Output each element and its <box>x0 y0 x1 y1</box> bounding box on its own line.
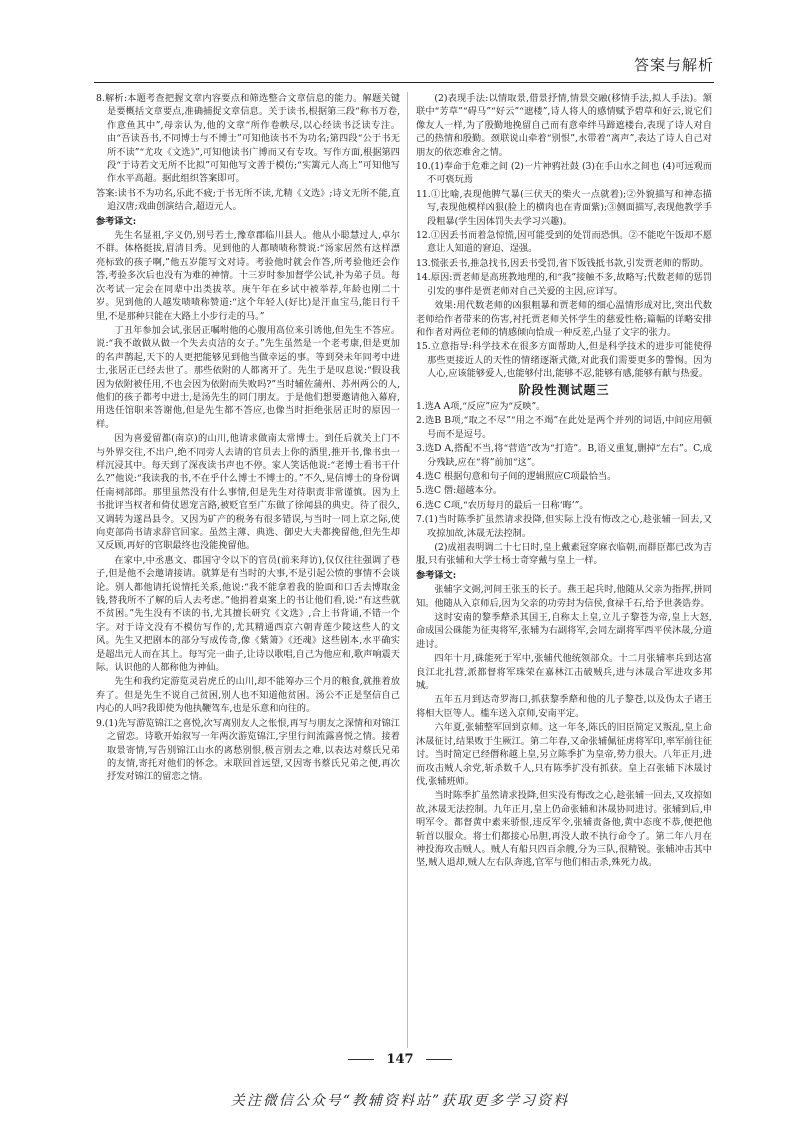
text-paragraph: 这时安南的黎季犛杀其国王,自称太上皇,立儿子黎苍为帝,皇上大怒,命成国公硃能为征夷将军,张辅为右副将军,会同左副将军西平侯沐晟,分道进讨。 <box>416 612 712 650</box>
text-paragraph: 12.①因丢书而着急惊慌,因可能受到的处罚而恐惧。②不能吃午饭却不愿意让人知道的窘迫、逞强。 <box>416 230 712 255</box>
text-paragraph: 五年五月到达奇罗海口,抓获黎季犛和他的儿子黎苍,以及伪太子诸王将相大臣等人。槛车送入京师,安南平定。 <box>416 694 712 719</box>
header-rule <box>94 82 714 83</box>
dash-left <box>348 1059 374 1060</box>
text-paragraph: 因为喜爱留都(南京)的山川,他请求做南太常博士。到任后就关上门不与外界交往,不出户,绝不同旁人去请的官员去上你的酒里,推开书,像书虫一样沉浸其中。每天到了深夜读书声也不停。家人笑话他说:“老博士看书干什么?”他说:“我读我的书,不在乎什么博士不博士的。”不久,晃信博士的身份调任南祠部郎。那里虽然没有什么事情,但是先生对待职责非常谨慎。因为上书批评当权者和倚仗恩宠言路,被贬官至广东做了徐闻县的典史。待了很久,又调转为遂昌县令。又因为矿产的税务有很多错误,与当时一同上京之际,使向吏部尚书请求辞官回家。虽然主薄、典选、御史大夫都挽留他,但先生却又反顾,再好的官职最终也没能挽留他。 <box>96 433 400 552</box>
text-paragraph: 丁丑年参加会试,张居正嘱咐他的心腹用高位来引诱他,但先生不答应。说:“我不敢做从做一个失去贞洁的女子。”先生虽然是一个老考康,但是更加的名声鹊起,天下的人更把能够见到他当做幸运的事。等到癸未年同考中进士,张居正已经去世了。那些依附的人都离开了。先生于是叹息说:“假设我因为依附被任用,不也会因为依附而失败吗?”当时辅佐蒲州、苏州两公的人,他们的孩子都考中进士,是汤先生的同门朋友。于是他们想要邀请他入幕府,用选任馆职来答谢他,但是先生都不答应,也像当时拒绝张居正时的原因一样。 <box>96 324 400 430</box>
text-paragraph: 四年十月,硃能死于军中,张辅代他统领部众。十二月张辅率兵到达富良江北扎营,派都督将军珠荣在嘉林江击破贼兵,进与沐晟合军进攻多邦城。 <box>416 653 712 692</box>
text-paragraph: 9.(1)先写游览锦江之喜悦,次写离别友人之怅恨,再写与朋友之深情和对锦江之留恋。诗歌开始叙写一年两次游览锦江,字里行间流露喜悦之情。接着取景寄情,写告别锦江山水的离愁别恨,极言别去之难,以表达对蔡氏兄弟的友情,寄托对他们的怀念。末联回首远望,又因寄书蔡氏兄弟之便,再次抒发对锦江的留恋之情。 <box>96 717 400 783</box>
text-paragraph: 效果:用代数老师的凶狠粗暴和贾老师的细心温情形成对比,突出代数老师给作者带来的伤害,衬托贾老师关怀学生的慈爱性格;篇幅的详略安排和作者对两位老师的情感倾向恰成一种反差,凸显了文字的张力。 <box>416 300 712 338</box>
text-paragraph: 张辅字文弼,河间王张玉的长子。燕王起兵时,他随从父亲为指挥,拼同知。他随从入京师后,因为父亲的功劳封为信侯,食禄千石,给予世袭诰券。 <box>416 584 712 609</box>
page-number-row <box>0 1052 800 1067</box>
text-paragraph: 在家中,中丞惠文、郡国守令以下的官员(前来拜访),仅仅往往强调了巷子,但是他不会邀请接请。就算是有当时的大事,不是引起公愤的事情不会谈论。别人都他请托说情托关系,他说:“我不能拿着我的脸面和口舌去博取金钱,替我所不了解的后人去考虑。”他捐着桌案上的书让他们看,说:“有这些就不贫困。”先生没有不读的书,尤其擅长研究《文选》,合上书背诵,不错一个字。对于诗文没有不模仿写作的,尤其精通西京六朝青莲少陵这些人的文风。先生又把剧本的部分写成传奇,像《紫箫》《还魂》这些剧本,水平确实是超出元人而在其上。每写完一曲子,让诗以歌唱,自己为他应和,歌声响震天际。认识他的人都称他为神仙。 <box>96 554 400 674</box>
header-title: 答案与解析 <box>633 56 714 74</box>
text-paragraph: 2.选B B项,“取之不尽”“用之不竭”在此处是两个并列的词语,中间应用顿号而不是逗号。 <box>416 415 712 440</box>
footer-note: 关注微信公众号“教辅资料站”获取更多学习资料 <box>230 1093 570 1109</box>
text-paragraph: 8.解析:本题考查把握文章内容要点和筛选整合文章信息的能力。解题关键是要概括文章要点,准确捕捉文章信息。关于读书,根据第三段“称书万卷,作意鱼其中”,母亲认为,他的文章“所作卷帙尽,以心经读书泛读专注。由“吾读吾书,不同博士与不博士”可知他读书不为功名;第四段“公于书无所不读”“尤攻《文选》”,可知他读书广博而又有专攻。写作方面,根据第四段“于诗若文无所不比拟”可知他写文善于模仿;“实篱元人高上”可知他写作水平高超。据此组织答案即可。 <box>96 93 400 185</box>
text-paragraph: 4.选C 根据句意和句子间的逻辑照应C项最恰当。 <box>416 470 617 482</box>
text-paragraph: 10.(1)奉命于危难之间 (2)一片神鸦社鼓 (3)在手山水之间也 (4)可远观而不可亵玩焉 <box>416 161 712 186</box>
page-number: 147 <box>386 1052 414 1067</box>
text-paragraph: (2)表现手法:以情取景,借景抒情,情景交融(移情手法,拟人手法)。颔联中“芳草”“碍马”“好云”“遮楼”,诗人将人的感情赋予碧草和好云,说它们像友人一样,为了殷勤地挽留自己而有意牵绊马蹄遮楼台,表现了诗人对自己的热情和殷勤。颈联说山牵着“别恨”,水带着“离声”,表达了诗人自己对朋友的依恋难舍之情。 <box>416 93 712 158</box>
text-paragraph: 14.原因:贾老师是高班教地理的,和“我”接触不多,故略写;代数老师的惩罚引发的事件是贾老师对自己关爱的主因,应详写。 <box>416 272 712 297</box>
text-paragraph: (2)成祖表明调二十七日时,皇上戴素冠穿麻衣临朝,而群臣都已改为吉服,只有张辅和大学士杨士奇穿戴与皇上一样。 <box>416 542 712 567</box>
left-column <box>96 92 400 1050</box>
text-paragraph: 答案:读书不为功名,乐此不疲;于书无所不读,尤精《文选》;诗文无所不能,直追汉唐;戏曲创演结合,超迈元人。 <box>96 187 400 213</box>
text-paragraph: 1.选A A项,“反应”应为“反映”。 <box>416 400 546 412</box>
text-paragraph: 6.选C C项,“农历每月的最后一日称‘晦’”。 <box>416 499 589 511</box>
text-paragraph: 先生和我约定游览灵岩虎丘的山川,却不能筹办三个月的粮食,就推着放弃了。但是先生不说自己贫困,别人也不知道他贫困。汤公不正是坚信自己内心的人吗?我即使为他执鞭驾车,也是乐意和向往的。 <box>96 676 400 715</box>
subheading: 参考译文: <box>96 215 137 227</box>
text-paragraph: 5.选C 僭:超越本分。 <box>416 485 503 497</box>
right-column <box>416 92 712 1042</box>
text-paragraph: 当时陈季扩虽然请求投降,但实没有悔改之心,趁张辅一回去,又攻掠如故,沐晟无法控制。九年正月,皇上仍命张辅和沐晟协同进讨。张辅到后,申明军令。都督黄中素来骄恨,违反军令,张辅责备他,黄中态度不恭,便把他斩首以服众。将士们都接心吊胆,再没人敢不执行命令了。第二年八月在神投海攻击贼人。贼人有船只四百余艘,分为三队,很精锐。张辅冲击其中坚,贼人退却,贼人左右队奔逃,官军与他们相击杀,殊死力战。 <box>416 790 712 869</box>
text-paragraph: 13.慌张丢书,推急找书,因丢书受罚,省下饭钱抵书款,引发贾老师的帮助。 <box>416 257 709 269</box>
dash-right <box>426 1059 452 1060</box>
text-paragraph: 11.①比喻,表现他脾气暴(三伏天的柴火一点就着);②外貌描写和神态描写,表现他模样凶狠(脸上的横肉也在青面紫);③侧面描写,表现他教学手段粗暴(学生因体罚失去学习兴趣)。 <box>416 188 712 227</box>
text-paragraph: 六年夏,张辅整军回到京师。这一年冬,陈氏的旧臣简定又叛乱,皇上命沐晟征讨,结果败于生厥江。第二年春,又命张辅佩征虏将军印,率军前往征讨。当时简定已经僭称越上皇,另立陈季扩为皇帝,势力很大。八年正月,进而攻击贼人余党,斩杀数千人,只有陈季扩没有抓获。皇上召张辅下沐晟讨伐,张辅班师。 <box>416 722 712 787</box>
text-paragraph: 15.立意指导:科学技术在很多方面帮助人,但是科学技术的进步可能使得那些更接近人的天性的情绪逐渐式微,对此我们需要更多的警惕。因为人心,应该能够爱人,也能够付出,能够不忍,能够有感,能够有献与热爱。 <box>416 341 712 380</box>
text-paragraph: 3.选D A,搭配不当,将“营造”改为“打造”。B,语义重复,删掉“左右”。C,成分残缺,应在“将”前加“这”。 <box>416 443 712 468</box>
text-paragraph: 7.(1)当时陈季扩虽然请求投降,但实际上没有悔改之心,趁张辅一回去,又攻掠加故,沐晟无法控制。 <box>416 514 712 539</box>
subheading: 参考译文: <box>416 569 457 581</box>
column-divider <box>407 92 408 1048</box>
text-paragraph: 先生名显祖,字义仍,别号若士,豫章郡临川县人。他从小聪慧过人,卓尔不群。体格挺拔,眉清目秀。见到他的人都啧啧称赞说:“汤家居然有这样漂亮标致的孩子啊,”他五岁能写文对诗。考验他时就会作答,所考验他还会作答,考验多次后也没有为难的神情。十三岁时参加督学公试,补为弟子员。每次考试一定会在同辈中出类拔萃。庚午年在乡试中被举荐,年龄也刚二十岁。见到他的人越发啧啧称赞道:“这个年轻人(好比)是汗血宝马,能日行千里,不是那种只能在大路上小步行走的马。” <box>96 230 400 322</box>
section-heading: 阶段性测试题三 <box>518 382 610 397</box>
